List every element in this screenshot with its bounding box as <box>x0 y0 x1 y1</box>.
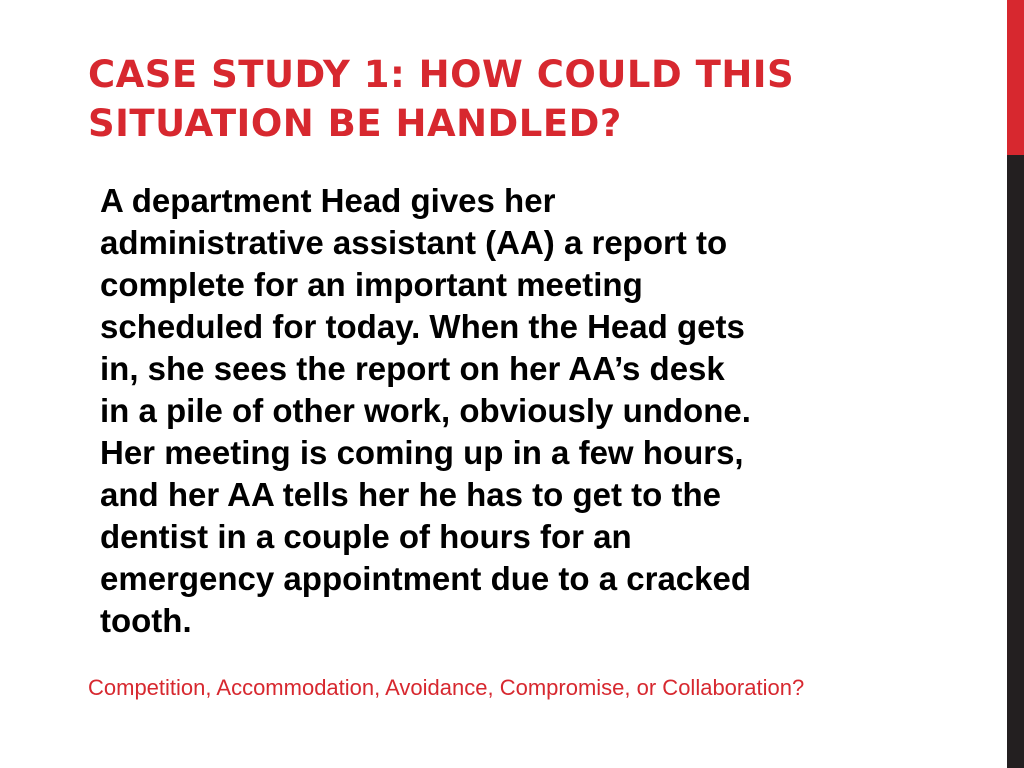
conflict-style-prompt: Competition, Accommodation, Avoidance, Compromise, or Collaboration? <box>88 675 805 700</box>
body-line: dentist in a couple of hours for an <box>100 518 632 555</box>
body-line: tooth. <box>100 602 192 639</box>
body-line: complete for an important meeting <box>100 266 643 303</box>
body-line: in a pile of other work, obviously undone. <box>100 392 751 429</box>
slide-title-line-2: SITUATION BE HANDLED? <box>88 102 622 145</box>
slide-title-line-1: CASE STUDY 1: HOW COULD THIS <box>88 53 795 96</box>
accent-bar-dark-segment <box>1007 155 1024 768</box>
body-line: and her AA tells her he has to get to the <box>100 476 721 513</box>
case-study-body <box>100 180 960 642</box>
accent-bar <box>1007 0 1024 768</box>
body-line: Her meeting is coming up in a few hours, <box>100 434 744 471</box>
body-line: A department Head gives her <box>100 182 556 219</box>
body-line: administrative assistant (AA) a report to <box>100 224 728 261</box>
body-line: scheduled for today. When the Head gets <box>100 308 745 345</box>
accent-bar-red-segment <box>1007 0 1024 155</box>
body-line: in, she sees the report on her AA’s desk <box>100 350 725 387</box>
slide-title <box>88 50 988 148</box>
body-line: emergency appointment due to a cracked <box>100 560 752 597</box>
